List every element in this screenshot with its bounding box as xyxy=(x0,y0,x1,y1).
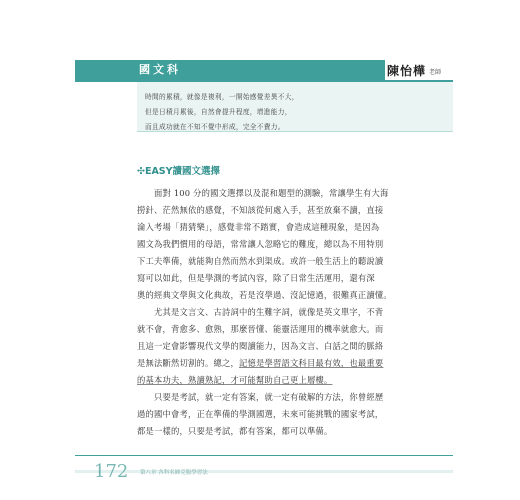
text-line: 下工夫準備，就能夠自然而然水到渠成。或許一般生活上的聽說讀 xyxy=(137,256,384,266)
footer-rule xyxy=(75,455,453,456)
highlighted-text: 記憶是學習語文科目最有效，也最重要 xyxy=(238,358,384,368)
quote-box xyxy=(137,82,453,132)
quote-line: 時間的累積，就像是複利，一開始感覺差異不大， xyxy=(145,93,299,101)
paragraph-1 xyxy=(137,185,455,304)
text-line: 只要是考試，就一定有答案，就一定有破解的方法，你曾經歷 xyxy=(154,392,384,402)
page-number: 172 xyxy=(94,461,129,482)
text-line: 撈針、茫然無依的感覺，不知該從何處入手，甚至放棄不讀，直接 xyxy=(137,205,384,215)
author-name: 陳怡樺 xyxy=(387,64,427,78)
text-line: 淪入考場「猜猜樂」，感覺非常不踏實，會造成這種現象，是因為 xyxy=(137,222,380,232)
paragraph-2 xyxy=(137,304,455,389)
text-fragment: 是無法斷然切割的。總之， xyxy=(137,358,239,368)
chapter-label: 第八章 各科名師克服學習法 xyxy=(140,470,208,476)
text-line: 尤其是文言文、古詩詞中的生難字詞，就像是英文單字，不背 xyxy=(154,307,384,317)
text-line: 寫可以如此，但是學測的考試內容，除了日常生活運用，還有深 xyxy=(137,273,375,283)
article-body xyxy=(137,185,455,440)
author-role: 老師 xyxy=(429,69,442,76)
text-line: 奧的經典文學與文化典故，若是沒學過、沒記憶過，很難真正讀懂。 xyxy=(137,290,392,300)
text-line: 且這一定會影響現代文學的閱讀能力，因為文言、白話之間的脈絡 xyxy=(137,341,384,351)
quote-line: 而且成功就在不知不覺中形成，完全不費力。 xyxy=(145,123,285,131)
quote-line: 但是日積月累後，自然會提升程度，增進能力， xyxy=(145,108,292,116)
paragraph-3 xyxy=(137,389,455,440)
text-line xyxy=(137,355,455,372)
highlighted-text: 的基本功夫，熟讀熟記，才可能幫助自己更上層樓。 xyxy=(137,375,333,385)
text-line: 就不會，背愈多、愈熟，那麼晉懂、能靈活運用的機率就愈大。而 xyxy=(137,324,384,334)
text-line: 面對 100 分的國文選擇以及混和題型的測驗，常讓學生有大海 xyxy=(154,188,389,198)
text-line: 過的國中會考，正在準備的學測國選，未來可能挑戰的國家考試， xyxy=(137,409,384,419)
subject-label: 國文科 xyxy=(139,63,181,76)
text-line: 國文為我們慣用的母語，常常讓人忽略它的難度，總以為不用特別 xyxy=(137,239,384,249)
author-block xyxy=(385,60,453,80)
subject-header xyxy=(75,60,385,80)
footer-band xyxy=(75,470,453,473)
section-title: ✣EASY讀國文選擇 xyxy=(137,166,221,177)
text-line: 都是一樣的，只要是考試，都有答案，都可以準備。 xyxy=(137,426,333,436)
